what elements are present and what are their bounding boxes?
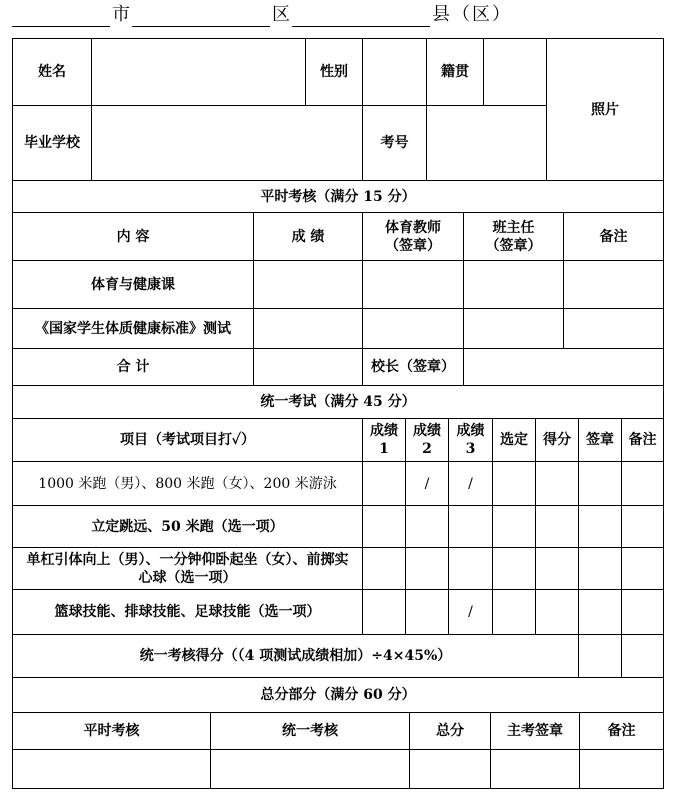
item-jump-sprint-label: 立定跳远、50 米跑（选一项）	[12, 505, 363, 548]
unified-col-sign: 签章	[578, 418, 622, 462]
item2-sign-field[interactable]	[578, 505, 622, 548]
row-pe-health-label: 体育与健康课	[12, 260, 254, 309]
total-col-unified: 统一考核	[210, 712, 410, 750]
total-section-title: 总分部分（满分 60 分）	[12, 677, 664, 713]
unified-col-points: 得分	[535, 418, 579, 462]
exam-no-field[interactable]	[426, 105, 547, 181]
total-col-total: 总分	[409, 712, 491, 750]
unified-col-score2: 成绩 2	[405, 418, 449, 462]
total-col-chief-sign: 主考签章	[490, 712, 580, 750]
name-field[interactable]	[91, 38, 306, 106]
pe-teacher-line2: （签章）	[385, 237, 441, 254]
regular-col-head-teacher	[463, 212, 564, 261]
item1-score2-slash: /	[405, 461, 449, 506]
item1-points-field[interactable]	[535, 461, 579, 506]
total-chief-sign-field[interactable]	[490, 749, 580, 789]
item4-score3-slash: /	[448, 589, 493, 635]
item3-points-field[interactable]	[535, 547, 579, 590]
pe-teacher-line1: 体育教师	[385, 219, 441, 236]
unified-score-note-field[interactable]	[621, 634, 664, 678]
regular-col-note: 备注	[563, 212, 664, 261]
county-label: 县（区）	[432, 4, 512, 25]
item4-sign-field[interactable]	[578, 589, 622, 635]
item3-sign-field[interactable]	[578, 547, 622, 590]
principal-sign-field[interactable]	[463, 348, 664, 386]
unified-col-note: 备注	[621, 418, 664, 462]
district-blank[interactable]	[132, 26, 270, 27]
pe-health-score-field[interactable]	[253, 260, 363, 309]
item3-line2: 心球（选一项）	[138, 569, 237, 586]
city-blank[interactable]	[12, 26, 110, 27]
regular-col-pe-teacher	[362, 212, 464, 261]
row-standard-label: 《国家学生体质健康标准》测试	[12, 308, 254, 349]
unified-col-score1: 成绩 1	[362, 418, 406, 462]
item2-score1-field[interactable]	[362, 505, 406, 548]
item1-sign-field[interactable]	[578, 461, 622, 506]
city-label: 市	[112, 4, 132, 25]
pe-health-head-sign-field[interactable]	[463, 260, 564, 309]
item4-score1-field[interactable]	[362, 589, 406, 635]
item-ball-skills-label: 篮球技能、排球技能、足球技能（选一项）	[12, 589, 363, 635]
item4-selected-field[interactable]	[492, 589, 536, 635]
photo-box: 照片	[546, 38, 664, 181]
standard-note-field[interactable]	[563, 308, 664, 349]
regular-section-title: 平时考核（满分 15 分）	[12, 180, 664, 213]
item4-score2-field[interactable]	[405, 589, 449, 635]
pe-health-teacher-sign-field[interactable]	[362, 260, 464, 309]
item1-score3-slash: /	[448, 461, 493, 506]
item2-score2-field[interactable]	[405, 505, 449, 548]
exam-no-label: 考号	[362, 105, 427, 181]
unified-col-selected: 选定	[492, 418, 536, 462]
district-label: 区	[272, 4, 292, 25]
pe-health-note-field[interactable]	[563, 260, 664, 309]
item2-score3-field[interactable]	[448, 505, 493, 548]
item4-points-field[interactable]	[535, 589, 579, 635]
unified-score-formula-label: 统一考核得分（（4 项测试成绩相加）÷4×45%）	[12, 634, 579, 678]
score-form-table	[12, 38, 664, 790]
item2-selected-field[interactable]	[492, 505, 536, 548]
item3-score3-field[interactable]	[448, 547, 493, 590]
item3-score1-field[interactable]	[362, 547, 406, 590]
row-total-label: 合 计	[12, 348, 254, 386]
total-note-field[interactable]	[579, 749, 664, 789]
item3-selected-field[interactable]	[492, 547, 536, 590]
standard-teacher-sign-field[interactable]	[362, 308, 464, 349]
head-teacher-line2: （签章）	[485, 237, 542, 254]
total-col-note: 备注	[579, 712, 664, 750]
hometown-field[interactable]	[483, 38, 547, 106]
name-label: 姓名	[12, 38, 92, 106]
item2-points-field[interactable]	[535, 505, 579, 548]
item1-note-field[interactable]	[621, 461, 664, 506]
regular-col-content: 内 容	[12, 212, 254, 261]
item3-score2-field[interactable]	[405, 547, 449, 590]
school-field[interactable]	[91, 105, 363, 181]
hometown-label: 籍贯	[426, 38, 484, 106]
item3-note-field[interactable]	[621, 547, 664, 590]
standard-head-sign-field[interactable]	[463, 308, 564, 349]
item2-note-field[interactable]	[621, 505, 664, 548]
gender-label: 性别	[305, 38, 363, 106]
county-blank[interactable]	[292, 26, 430, 27]
principal-sign-label: 校长（签章）	[362, 348, 464, 386]
total-unified-field[interactable]	[210, 749, 410, 789]
item3-line1: 单杠引体向上（男）、一分钟仰卧起坐（女）、前掷实	[26, 551, 349, 568]
head-teacher-line1: 班主任	[492, 219, 535, 236]
total-regular-field[interactable]	[12, 749, 211, 789]
regular-total-field[interactable]	[253, 348, 363, 386]
unified-col-item: 项目（考试项目打✓）	[12, 418, 363, 462]
unified-score-sign-field[interactable]	[578, 634, 622, 678]
regular-col-score: 成 绩	[253, 212, 363, 261]
unified-col-score3: 成绩 3	[448, 418, 493, 462]
form-header	[0, 0, 681, 38]
item1-score1-field[interactable]	[362, 461, 406, 506]
item4-note-field[interactable]	[621, 589, 664, 635]
item1-selected-field[interactable]	[492, 461, 536, 506]
gender-field[interactable]	[362, 38, 427, 106]
unified-section-title: 统一考试（满分 45 分）	[12, 385, 664, 419]
school-label: 毕业学校	[12, 105, 92, 181]
total-col-regular: 平时考核	[12, 712, 211, 750]
item-run-swim-label: 1000 米跑（男）、800 米跑（女）、200 米游泳	[12, 461, 363, 506]
item-pullup-situp-label	[12, 547, 363, 590]
total-total-field[interactable]	[409, 749, 491, 789]
standard-score-field[interactable]	[253, 308, 363, 349]
